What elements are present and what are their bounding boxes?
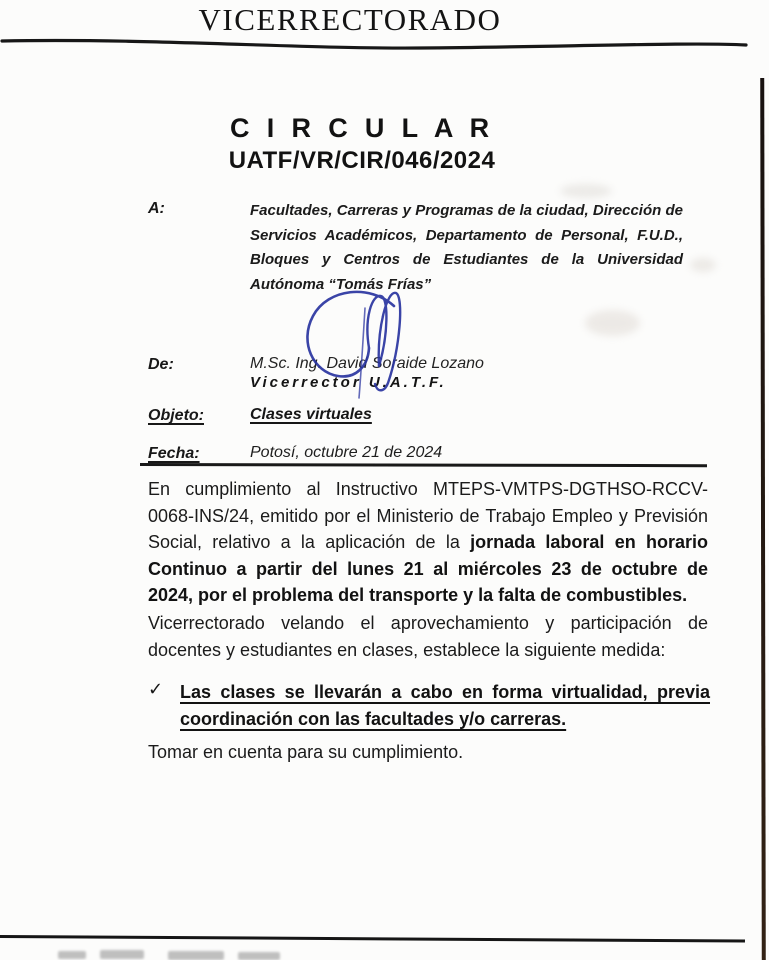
- to-label: A:: [148, 200, 165, 217]
- subject-value: Clases virtuales: [250, 406, 372, 423]
- doc-type-title: C I R C U L A R: [230, 113, 494, 143]
- footer-cutoff-text-smudge: [58, 951, 86, 959]
- measure-bullet: [148, 679, 710, 733]
- footer-cutoff-text-smudge: [238, 952, 280, 960]
- paragraph-compliance-bold: jornada laboral en horario Continuo a partir del lunes 21 al miércoles 23 de octubre de 2024, por el problema del transporte y la falta de combustibles.: [148, 532, 708, 605]
- from-label: De:: [148, 356, 174, 373]
- scan-smudge: [585, 310, 640, 336]
- closing-line: Tomar en cuenta para su cumplimiento.: [148, 742, 464, 762]
- scan-page-edge-line: [760, 78, 765, 960]
- date-label: Fecha:: [148, 445, 200, 462]
- paragraph-compliance: [148, 476, 708, 609]
- measure-bullet-text: Las clases se llevarán a cabo en forma virtualidad, previa coordinación con las facultades y/o carreras.: [180, 682, 710, 729]
- footer-cutoff-text-smudge: [168, 951, 224, 960]
- doc-number: UATF/VR/CIR/046/2024: [228, 147, 496, 174]
- footer-rule-line: [0, 935, 745, 943]
- checkmark-icon: ✓: [148, 679, 164, 699]
- from-title: Vicerrector U.A.T.F.: [250, 374, 447, 391]
- date-value: Potosí, octubre 21 de 2024: [250, 444, 443, 461]
- footer-cutoff-text-smudge: [100, 950, 144, 959]
- subject-label: Objeto:: [148, 407, 204, 424]
- to-value: Facultades, Carreras y Programas de la ciudad, Dirección de Servicios Académicos, Departamento de Personal, F.U.D., Bloques y Centros de Estudiantes de la Universidad Autónoma “Tomás Frías”: [250, 202, 683, 293]
- page-title: VICERRECTORADO: [198, 2, 502, 37]
- from-name: M.Sc. Ing. David Soraide Lozano: [250, 355, 484, 372]
- paragraph-measure-intro: Vicerrectorado velando el aprovechamiento y participación de docentes y estudiantes en clases, establece la siguiente medida:: [148, 613, 708, 660]
- signature-graphic: [298, 286, 446, 408]
- paragraph-compliance-regular: En cumplimiento al Instructivo MTEPS-VMTPS-DGTHSO-RCCV-0068-INS/24, emitido por el Ministerio de Trabajo Empleo y Previsión Social, relativo a la aplicación de la: [148, 479, 708, 552]
- date-separator-line: [140, 463, 707, 467]
- scan-smudge: [690, 258, 716, 272]
- scan-smudge: [560, 184, 612, 198]
- header-rule-line: [0, 36, 748, 54]
